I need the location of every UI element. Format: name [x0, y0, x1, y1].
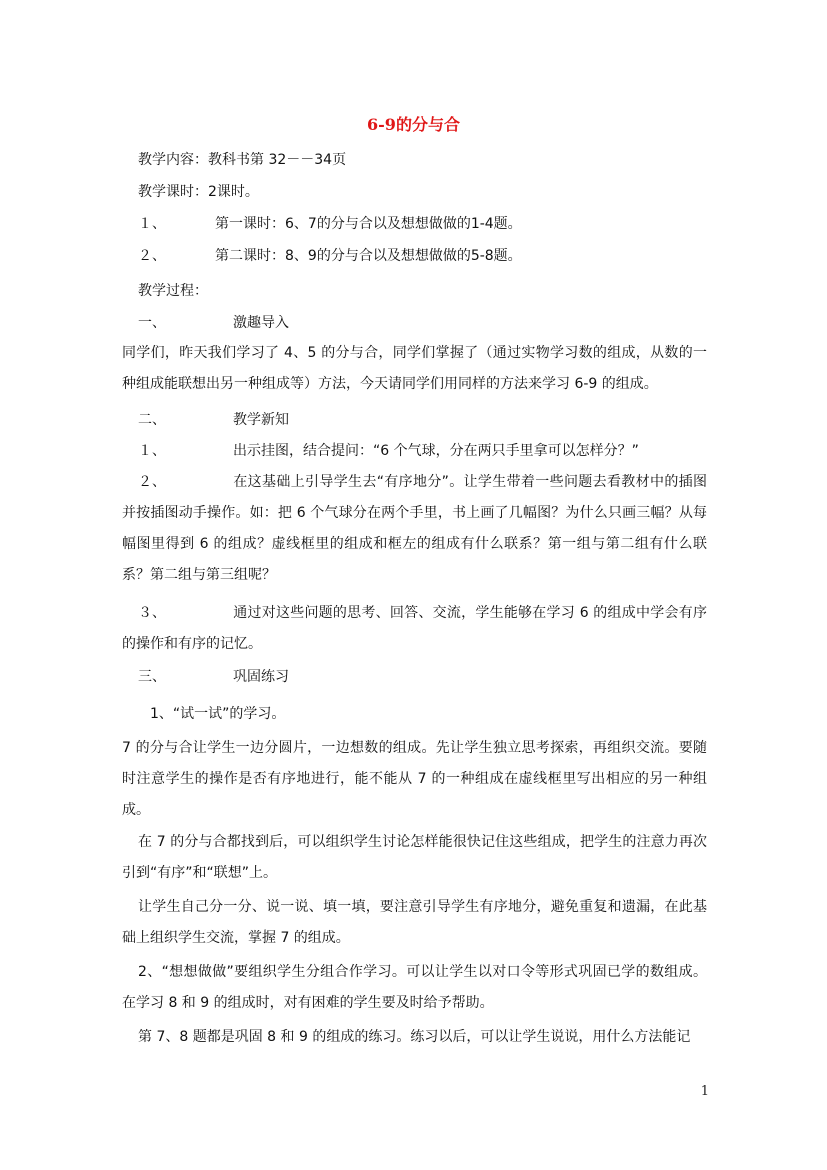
section-3-heading [138, 667, 289, 687]
practice-1-heading: 1、“试一试”的学习。 [150, 706, 286, 722]
practice-paragraph-4: 2、“想想做做”要组织学生分组合作学习。可以让学生以对口令等形式巩固已学的数组成。在学习 8 和 9 的组成时，对有困难的学生要及时给予帮助。 [122, 964, 707, 1011]
teaching-hours-line: 教学课时：2课时。 [138, 184, 259, 200]
section-2-heading [138, 410, 289, 430]
practice-paragraph-5: 第 7、8 题都是巩固 8 和 9 的组成的练习。练习以后，可以让学生说说，用什么方法能记 [138, 1029, 691, 1045]
lesson-item-1 [138, 214, 522, 234]
list-item-text: 在这基础上引导学生去“有序地分”。让学生带着一些问题去看教材中的插图并按插图动手操作。如：把 6 个气球分在两个手里，书上画了几幅图？为什么只画三幅？从每幅图里得到 6 的组成？虚线框里的组成和框左的组成有什么联系？第一组与第二组有什么联系？第二组与第三组呢？ [122, 474, 707, 583]
practice-paragraph-3: 让学生自己分一分、说一说、填一填，要注意引导学生有序地分，避免重复和遗漏，在此基础上组织学生交流，掌握 7 的组成。 [122, 899, 707, 946]
intro-paragraph: 同学们，昨天我们学习了 4、5 的分与合，同学们掌握了（通过实物学习数的组成，从数的一种组成能联想出另一种组成等）方法，今天请同学们用同样的方法来学习 6-9 的组成。 [122, 345, 707, 392]
list-item-text: 出示挂图，结合提问：“6 个气球，分在两只手里拿可以怎样分？” [233, 443, 639, 459]
section-title: 巩固练习 [233, 669, 289, 685]
document-title: 6-9的分与合 [367, 115, 460, 134]
section-1-heading [138, 313, 289, 333]
list-item-number: ３、 [138, 605, 166, 621]
list-item-text: 通过对这些问题的思考、回答、交流，学生能够在学习 6 的组成中学会有序的操作和有序的记忆。 [122, 605, 707, 652]
practice-paragraph-1: 7 的分与合让学生一边分圆片，一边想数的组成。先让学生独立思考探索，再组织交流。要随时注意学生的操作是否有序地进行，能不能从 7 的一种组成在虚线框里写出相应的另一种组成。 [122, 740, 707, 818]
practice-paragraph-2: 在 7 的分与合都找到后，可以组织学生讨论怎样能很快记住这些组成，把学生的注意力再次引到“有序”和“联想”上。 [122, 834, 707, 881]
lesson-item-text: 第二课时：8、9的分与合以及想想做做的5-8题。 [215, 248, 522, 264]
list-item-number: ２、 [138, 474, 166, 490]
new-item-1 [138, 441, 639, 461]
process-label: 教学过程： [138, 283, 208, 299]
section-title: 教学新知 [233, 412, 289, 428]
teaching-content-line: 教学内容：教科书第 32－－34页 [138, 152, 347, 168]
section-number: 一、 [138, 315, 166, 331]
section-title: 激趣导入 [233, 315, 289, 331]
new-item-2 [122, 467, 707, 591]
section-number: 二、 [138, 412, 166, 428]
lesson-item-text: 第一课时：6、7的分与合以及想想做做的1-4题。 [215, 216, 522, 232]
page-number: 1 [700, 1084, 709, 1099]
new-item-3 [122, 598, 707, 660]
section-number: 三、 [138, 669, 166, 685]
list-item-number: １、 [138, 443, 166, 459]
lesson-item-number: １、 [138, 216, 166, 232]
lesson-item-2 [138, 246, 522, 266]
lesson-item-number: ２、 [138, 248, 166, 264]
